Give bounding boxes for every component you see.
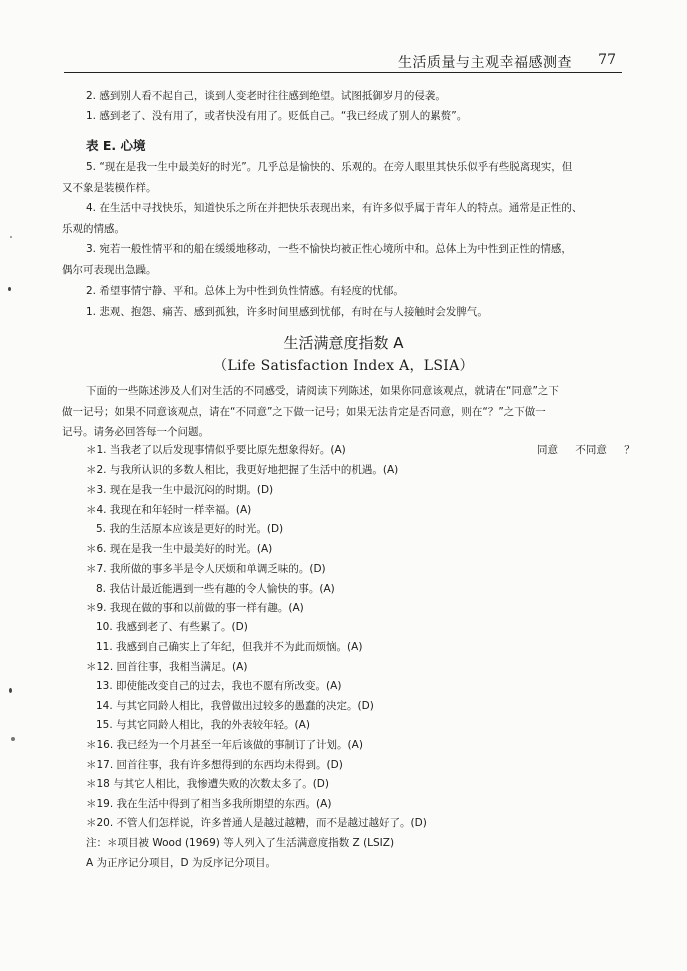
instructions-line: 下面的一些陈述涉及人们对生活的不同感受，请阅读下列陈述，如果你同意该观点，就请在“同意”之下 xyxy=(86,385,559,397)
section-item-line: 5. “现在是我一生中最美好的时光”。几乎总是愉快的、乐观的。在旁人眼里其快乐似乎有些脱离现实，但 xyxy=(86,161,573,173)
scan-speck xyxy=(10,236,12,238)
section-item-line: 3. 宛若一般性情平和的船在缓缓地移动，一些不愉快均被正性心境所中和。总体上为中性到正性的情感， xyxy=(86,243,572,255)
section-heading: 表 E. 心境 xyxy=(86,138,146,153)
section-item-line: 2. 希望事情宁静、平和。总体上为中性到负性情感。有轻度的忧郁。 xyxy=(86,285,404,297)
scale-item: ＊7. 我所做的事多半是令人厌烦和单调乏味的。(D) xyxy=(86,563,326,575)
scale-item: 11. 我感到自己确实上了年纪，但我并不为此而烦恼。(A) xyxy=(96,641,363,653)
col-disagree: 不同意 xyxy=(575,444,607,456)
scale-item: ＊19. 我在生活中得到了相当多我所期望的东西。(A) xyxy=(86,798,332,810)
scale-item: 10. 我感到老了、有些累了。(D) xyxy=(96,621,248,633)
scale-item: ＊1. 当我老了以后发现事情似乎要比原先想象得好。(A) xyxy=(86,444,346,456)
col-agree: 同意 xyxy=(537,444,558,456)
mood-item-1-prev: 1. 感到老了、没有用了，或者快没有用了。贬低自己。“我已经成了别人的累赘”。 xyxy=(86,110,468,122)
mood-item-2-prev: 2. 感到别人看不起自己，谈到人变老时往往感到绝望。试图抵御岁月的侵袭。 xyxy=(86,90,446,102)
footnote: A 为正序记分项目，D 为反序记分项目。 xyxy=(86,857,276,869)
scale-subtitle: （Life Satisfaction Index A，LSIA） xyxy=(213,358,474,374)
scan-speck xyxy=(9,688,12,693)
scale-item: 5. 我的生活原本应该是更好的时光。(D) xyxy=(96,523,284,535)
scan-speck xyxy=(11,737,15,741)
scan-speck xyxy=(8,287,11,291)
section-item-line: 乐观的情感。 xyxy=(62,223,125,235)
instructions-line: 记号。请务必回答每一个问题。 xyxy=(62,426,209,438)
scale-item: ＊9. 我现在做的事和以前做的事一样有趣。(A) xyxy=(86,602,304,614)
footnote: 注：＊项目被 Wood (1969) 等人列入了生活满意度指数 Z (LSIZ) xyxy=(86,837,395,849)
scale-item: 8. 我估计最近能遇到一些有趣的令人愉快的事。(A) xyxy=(96,583,335,595)
scale-item: ＊17. 回首往事，我有许多想得到的东西均未得到。(D) xyxy=(86,759,343,771)
header-title: 生活质量与主观幸福感测查 xyxy=(398,55,572,71)
scale-item: ＊3. 现在是我一生中最沉闷的时期。(D) xyxy=(86,484,274,496)
scale-item: 14. 与其它同龄人相比，我曾做出过较多的愚蠢的决定。(D) xyxy=(96,700,374,712)
scale-item: ＊2. 与我所认识的多数人相比，我更好地把握了生活中的机遇。(A) xyxy=(86,464,399,476)
scale-item: ＊18 与其它人相比，我惨遭失败的次数太多了。(D) xyxy=(86,778,329,790)
scale-title: 生活满意度指数 A xyxy=(283,334,404,352)
section-item-line: 4. 在生活中寻找快乐，知道快乐之所在并把快乐表现出来，有许多似乎属于青年人的特点。通常是正性的、 xyxy=(86,202,583,214)
section-item-line: 又不象是装模作样。 xyxy=(62,182,157,194)
running-header xyxy=(64,50,622,73)
scale-item: ＊4. 我现在和年轻时一样幸福。(A) xyxy=(86,504,252,516)
scale-item: ＊20. 不管人们怎样说，许多普通人是越过越糟，而不是越过越好了。(D) xyxy=(86,817,427,829)
instructions-line: 做一记号；如果不同意该观点，请在“不同意”之下做一记号；如果无法肯定是否同意，则在“？”之下做一 xyxy=(62,406,546,418)
scale-item: ＊16. 我已经为一个月甚至一年后该做的事制订了计划。(A) xyxy=(86,739,363,751)
scale-item: 15. 与其它同龄人相比，我的外表较年轻。(A) xyxy=(96,719,310,731)
scale-item: ＊12. 回首往事，我相当满足。(A) xyxy=(86,661,248,673)
section-item-line: 1. 悲观、抱怨、痛苦、感到孤独，许多时间里感到忧郁，有时在与人接触时会发脾气。 xyxy=(86,306,488,318)
page-number: 77 xyxy=(598,52,616,68)
scale-item: 13. 即使能改变自己的过去，我也不愿有所改变。(A) xyxy=(96,680,342,692)
scale-item: ＊6. 现在是我一生中最美好的时光。(A) xyxy=(86,543,273,555)
section-item-line: 偶尔可表现出急躁。 xyxy=(62,264,157,276)
answer-columns xyxy=(537,440,635,460)
col-unsure: ？ xyxy=(624,444,635,456)
